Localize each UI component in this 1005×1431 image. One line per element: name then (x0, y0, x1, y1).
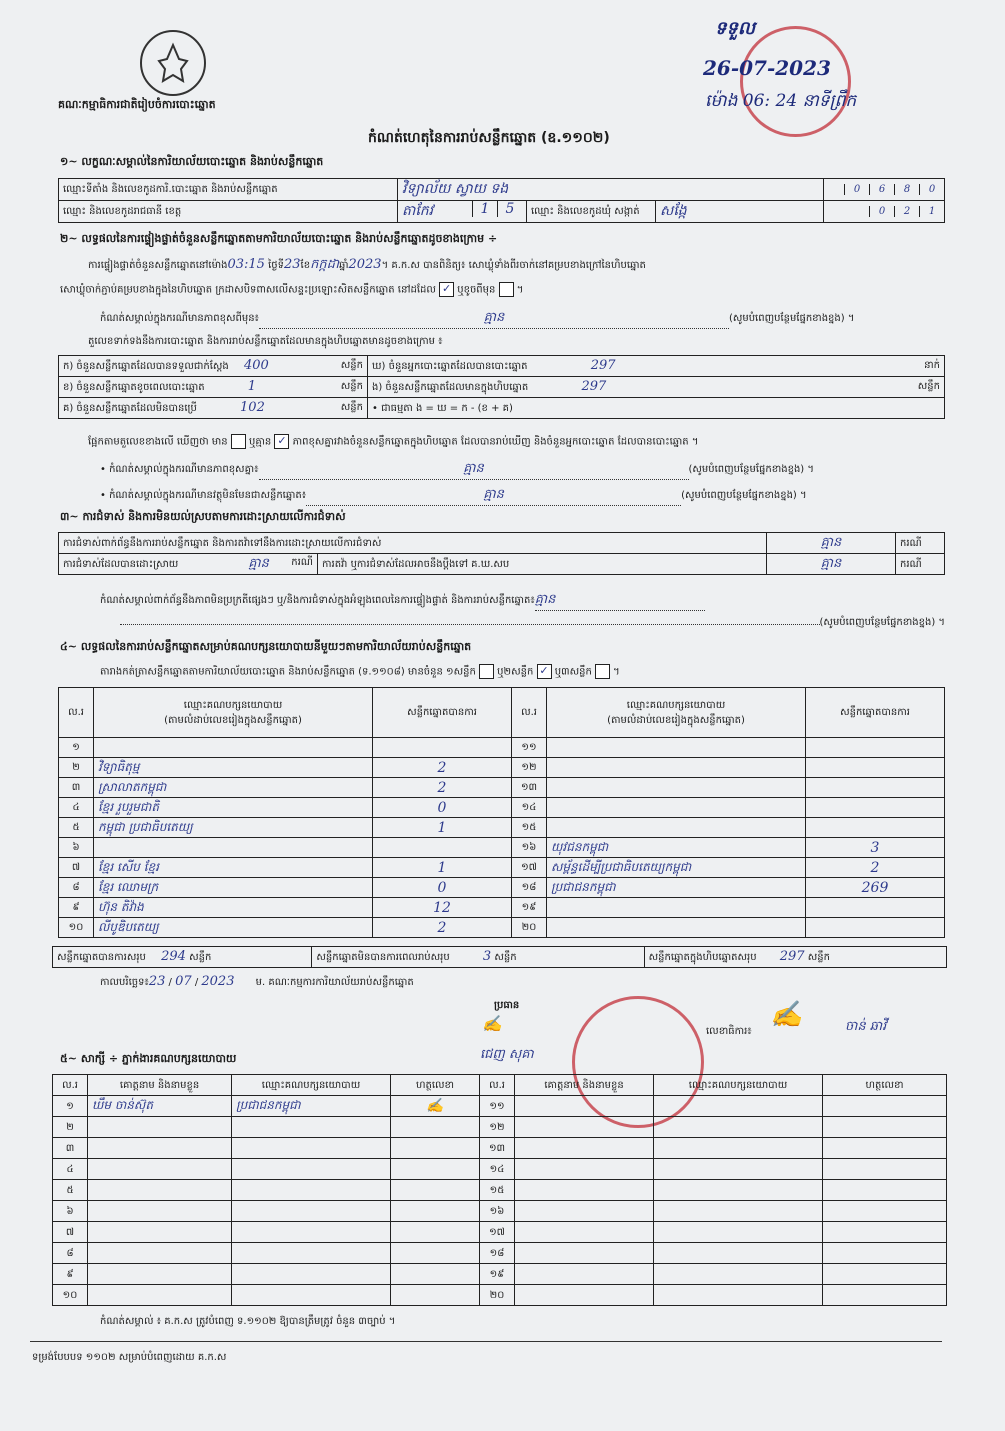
vote-row-votes (806, 898, 945, 918)
witness-signature (823, 1138, 947, 1159)
row2-value: តាកែវ 1 5 (398, 201, 527, 223)
witness-number: ៦ (53, 1201, 88, 1222)
total-valid: សន្លឹកឆ្នោតបានការសរុប 294 សន្លឹក (53, 947, 312, 968)
vote-row-party (547, 738, 806, 758)
vote-row-number: ១៨ (512, 878, 547, 898)
witness-party (232, 1180, 391, 1201)
vote-row (59, 738, 945, 758)
vote-row-votes (806, 818, 945, 838)
witness-name (88, 1117, 232, 1138)
chief-label: ប្រធាន (494, 1000, 520, 1011)
witness-name (88, 1243, 232, 1264)
row1-code: 0 6 8 0 (824, 179, 945, 201)
totals-table (52, 946, 947, 968)
witness-signature (823, 1285, 947, 1306)
no-difference-checkbox[interactable]: ✓ (274, 434, 289, 449)
figure-b: ខ) ចំនួនសន្លឹកឆ្នោតខូចពេលបោះឆ្នោត 1 សន្លឹក (59, 377, 368, 398)
witness-row (53, 1285, 947, 1306)
witness-row (53, 1180, 947, 1201)
witness-party (232, 1117, 391, 1138)
vote-row-votes: 1 (373, 818, 512, 838)
vote-row-party (547, 918, 806, 938)
witness-party (232, 1201, 391, 1222)
witness-row (53, 1264, 947, 1285)
vote-row-votes (806, 738, 945, 758)
row2-value2: សង្កែ (656, 201, 824, 223)
intact-checkbox[interactable]: ✓ (439, 282, 454, 297)
witness-name (515, 1243, 654, 1264)
vote-row-party (547, 758, 806, 778)
nec-logo (140, 30, 206, 96)
witness-number: ១៩ (480, 1264, 515, 1285)
page-title: កំណត់ហេតុនៃការរាប់សន្លឹកឆ្នោត (ឧ.១១០២) (368, 130, 610, 146)
witness-row (53, 1138, 947, 1159)
section3-heading: ៣~ ការជំទាស់ និងការមិនយល់ស្របតាមការដោះស្រាយលើការជំទាស់ (60, 510, 346, 523)
objection-row-1-value: គ្មាន (767, 533, 896, 554)
witness-party (232, 1243, 391, 1264)
vote-row-party: ខ្មែរ សើប ខ្មែរ (94, 858, 373, 878)
witness-number: ១១ (480, 1096, 515, 1117)
vote-row-votes: 1 (373, 858, 512, 878)
witness-party (232, 1159, 391, 1180)
vote-row-party (547, 818, 806, 838)
witness-name (515, 1201, 654, 1222)
witness-number: ១ (53, 1096, 88, 1117)
logo-caption: គណៈកម្មាធិការជាតិរៀបចំការបោះឆ្នោត (58, 98, 216, 111)
vote-row-number: ៥ (59, 818, 94, 838)
section1-heading: ១~ លក្ខណៈសម្គាល់នៃការិយាល័យបោះឆ្នោត និងរាប់សន្លឹកឆ្នោត (60, 155, 324, 168)
witness-number: ១០ (53, 1285, 88, 1306)
vote-row-party: ខ្មែរ ឈោមក្រ (94, 878, 373, 898)
witness-signature (823, 1222, 947, 1243)
section3-note: កំណត់សម្គាល់ពាក់ព័ន្ធនឹងភាពមិនប្រក្រតីផ្សេងៗ ឬ/និងការជំទាស់ក្នុងអំឡុងពេលនៃការផ្ទៀងផ្ទាត់ និងការរាប់សន្លឹកឆ្នោត៖គ្មាន (100, 591, 945, 611)
vote-row (59, 918, 945, 938)
vote-row-votes: 2 (373, 918, 512, 938)
vote-row (59, 798, 945, 818)
vote-row-party (94, 838, 373, 858)
vote-row-votes: 2 (806, 858, 945, 878)
witness-name (88, 1138, 232, 1159)
witness-signature (823, 1180, 947, 1201)
vote-row-party: យុវជនកម្ពុជា (547, 838, 806, 858)
row2-label: ឈ្មោះ និងលេខកូដរាជធានី ខេត្ត (59, 201, 398, 223)
section5-note: កំណត់សម្គាល់ ៖ គ.ក.ស ត្រូវបំពេញ ទ.១១០២ ឱ្យបានត្រឹមត្រូវ ចំនួន ៣ច្បាប់ ។ (100, 1316, 396, 1327)
witness-name (88, 1285, 232, 1306)
section2-note: កំណត់សម្គាល់ក្នុងករណីមានភាពខុសពីមុន៖ គ្មាន (សូមបំពេញបន្ថែមផ្នែកខាងខ្នង) ។ (100, 309, 945, 329)
witness-signature (823, 1117, 947, 1138)
vote-row-party (94, 738, 373, 758)
vote-row-votes: 2 (373, 778, 512, 798)
secretary-signature: ✍ (770, 1000, 803, 1030)
objection-row-1: ការជំទាស់ពាក់ព័ន្ធនឹងការរាប់សន្លឹកឆ្នោត និងការតវ៉ាទៅនឹងការដោះស្រាយលើការជំទាស់ (59, 533, 767, 554)
witness-name (88, 1222, 232, 1243)
witness-row (53, 1117, 947, 1138)
vote-row-votes (373, 738, 512, 758)
witness-number: ១៦ (480, 1201, 515, 1222)
vote-row (59, 858, 945, 878)
has-difference-checkbox[interactable] (231, 434, 246, 449)
vote-row-party: ស្រាលាតកម្ពុជា (94, 778, 373, 798)
temple-icon (151, 41, 195, 85)
witness-party (654, 1159, 823, 1180)
witness-name: ឃឹម ចាន់ស៊ុត (88, 1096, 232, 1117)
witness-signature (391, 1117, 480, 1138)
witness-signature (391, 1243, 480, 1264)
vote-row-party (547, 798, 806, 818)
vote-row-party: ហ៊ុន តិវ៉ាង (94, 898, 373, 918)
witness-table: ល.រ គោត្តនាម និងនាមខ្លួន ឈ្មោះគណបក្សនយោបាយ ហត្ថលេខា ល.រ គោត្តនាម និងនាមខ្លួន ឈ្មោះគណបក្សនយោបាយ ហត្ថលេខា ១ ឃឹម ចាន់ស៊ុត ប្រជាជនកម្ពុជា ✍ ១១ ២ ១២ ៣ ១៣ ៤ ១៤ ៥ ១៥ ៦ ១៦ ៧ ១៧ ៨ ១៨ ៩ ១៩ ១០ ២០ (52, 1074, 947, 1306)
witness-name (515, 1222, 654, 1243)
vote-row (59, 778, 945, 798)
vote-row-number: ១៤ (512, 798, 547, 818)
witness-number: ១៤ (480, 1159, 515, 1180)
section4-sub: តារាងកត់ត្រាសន្លឹកឆ្នោតតាមការិយាល័យបោះឆ្នោត និងរាប់សន្លឹកឆ្នោត (ទ.១១០៨) មានចំនួន ១សន្លឹក ឬ២សន្លឹក ✓ ឬ៣សន្លឹក ។ (100, 664, 620, 678)
witness-signature (823, 1159, 947, 1180)
witness-name (88, 1264, 232, 1285)
row1-label: ឈ្មោះទីតាំង និងលេខកូដការិ.បោះឆ្នោត និងរាប់សន្លឹកឆ្នោត (59, 179, 398, 201)
vote-row-votes: 3 (806, 838, 945, 858)
witness-number: ៨ (53, 1243, 88, 1264)
vote-row-votes: 269 (806, 878, 945, 898)
vote-row-votes (806, 778, 945, 798)
witness-party (654, 1180, 823, 1201)
secretary-name: ចាន់ ឆាវី (845, 1019, 887, 1034)
vote-row-votes: 12 (373, 898, 512, 918)
formula: • ជាធម្មតា ង = ឃ = ក - (ខ + គ) (368, 398, 945, 419)
witness-name (515, 1159, 654, 1180)
vote-row-number: ៨ (59, 878, 94, 898)
vote-row-number: ១១ (512, 738, 547, 758)
vote-row-number: ១ (59, 738, 94, 758)
witness-party (232, 1138, 391, 1159)
section2-sub: តួលេខទាក់ទងនឹងការបោះឆ្នោត និងការរាប់សន្លឹកឆ្នោតដែលមានក្នុងហិបឆ្នោតមានដូចខាងក្រោម ៖ (88, 336, 443, 347)
vote-row (59, 878, 945, 898)
witness-signature (391, 1138, 480, 1159)
vote-row-party (547, 778, 806, 798)
vote-row-party: សម្ព័ន្ធដើម្បីប្រជាធិបតេយ្យកម្ពុជា (547, 858, 806, 878)
vote-row-party (547, 898, 806, 918)
witness-signature (823, 1243, 947, 1264)
witness-number: ១៣ (480, 1138, 515, 1159)
bullet-note-2: • កំណត់សម្គាល់ក្នុងករណីមានវត្ថុមិនមែនជាសន្លឹកឆ្នោត៖ គ្មាន (សូមបំពេញបន្ថែមផ្នែកខាងខ្នង) ។ (100, 486, 945, 506)
witness-number: ២ (53, 1117, 88, 1138)
witness-party (654, 1285, 823, 1306)
vote-row-votes (806, 918, 945, 938)
witness-name (515, 1096, 654, 1117)
difference-check: ផ្អែកតាមតួលេខខាងលើ ឃើញថា មាន ឬគ្មាន ✓ ភាពខុសគ្នារវាងចំនួនសន្លឹកឆ្នោតក្នុងហិបឆ្នោត ដែលបានរាប់ឃើញ និងចំនួនអ្នកបោះឆ្នោត ដែលបានបោះឆ្នោត ។ (88, 434, 699, 448)
witness-signature: ✍ (391, 1096, 480, 1117)
section3-hint: (សូមបំពេញបន្ថែមផ្នែកខាងខ្នង) ។ (60, 615, 945, 630)
witness-name (88, 1159, 232, 1180)
witness-party (232, 1264, 391, 1285)
witness-signature (391, 1264, 480, 1285)
vote-row-number: ១៩ (512, 898, 547, 918)
vote-row (59, 818, 945, 838)
witness-name (515, 1138, 654, 1159)
vote-row (59, 838, 945, 858)
vote-row-votes: 0 (373, 798, 512, 818)
figure-a: ក) ចំនួនសន្លឹកឆ្នោតដែលបានទទួលជាក់ស្តែង 400 សន្លឹក (59, 356, 368, 377)
section1-table (58, 178, 945, 223)
witness-row (53, 1222, 947, 1243)
section2-heading: ២~ លទ្ធផលនៃការផ្ទៀងផ្ទាត់ចំនួនសន្លឹកឆ្នោតតាមការិយាល័យបោះឆ្នោត និងរាប់សន្លឹកឆ្នោតដូចខាងក្រោម ÷ (60, 232, 498, 245)
witness-number: ១៧ (480, 1222, 515, 1243)
vote-row-party: ប្រជាជនកម្ពុជា (547, 878, 806, 898)
stamp-seal (740, 26, 851, 137)
section2-line2: សោឃ្លុំចាក់ភ្ជាប់គម្របខាងក្នុងនៃហិបឆ្នោត ក្រដាសបិទពាសលើសន្ទះប្រឡោះសិតសន្លឹកឆ្នោត នៅដដែល ✓ ឬខូចពីមុន ។ (60, 282, 524, 296)
witness-party: ប្រជាជនកម្ពុជា (232, 1096, 391, 1117)
figure-e: ង) ចំនួនសន្លឹកឆ្នោតដែលមានក្នុងហិបឆ្នោត 297 សន្លឹក (368, 377, 945, 398)
row1-value: វិទ្យាល័យ ស្វាយ ទង (398, 179, 824, 201)
witness-signature (823, 1096, 947, 1117)
section4-heading: ៤~ លទ្ធផលនៃការរាប់សន្លឹកឆ្នោតសម្រាប់គណបក្សនយោបាយនីមួយៗតាមការិយាល័យរាប់សន្លឹកឆ្នោត (60, 640, 472, 653)
total-in-box: សន្លឹកឆ្នោតក្នុងហិបឆ្នោតសរុប 297 សន្លឹក (644, 947, 946, 968)
vote-row-party: ខ្មែរ រួបរួមជាតិ (94, 798, 373, 818)
figure-c: គ) ចំនួនសន្លឹកឆ្នោតដែលមិនបានប្រើ 102 សន្លឹក (59, 398, 368, 419)
figure-d: ឃ) ចំនួនអ្នកបោះឆ្នោតដែលបានបោះឆ្នោត 297 នាក់ (368, 356, 945, 377)
witness-party (232, 1285, 391, 1306)
witness-name (515, 1180, 654, 1201)
witness-signature (823, 1264, 947, 1285)
footer-text: ទម្រង់បែបបទ ១១០២ សម្រាប់បំពេញដោយ គ.ក.ស (32, 1352, 227, 1363)
witness-number: ៥ (53, 1180, 88, 1201)
vote-row-votes: 0 (373, 878, 512, 898)
witness-name (88, 1180, 232, 1201)
witness-row (53, 1096, 947, 1117)
witness-party (232, 1222, 391, 1243)
witness-party (654, 1201, 823, 1222)
witness-name (515, 1117, 654, 1138)
vote-row-number: ៧ (59, 858, 94, 878)
objections-table: ការជំទាស់ពាក់ព័ន្ធនឹងការរាប់សន្លឹកឆ្នោត និងការតវ៉ាទៅនឹងការដោះស្រាយលើការជំទាស់ គ្មាន ករណី ការជំទាស់ដែលបានដោះស្រាយ គ្មាន ករណី ការតវ៉ា ឬការជំទាស់ដែលអាចនឹងប្តឹងទៅ គ.ឃ.សប គ្មាន ករណី (58, 532, 945, 575)
witness-number: ៧ (53, 1222, 88, 1243)
vote-row-number: ១២ (512, 758, 547, 778)
vote-row-number: ១០ (59, 918, 94, 938)
witness-party (654, 1264, 823, 1285)
witness-name (515, 1285, 654, 1306)
witness-party (654, 1222, 823, 1243)
witness-party (654, 1243, 823, 1264)
witness-signature (823, 1201, 947, 1222)
witness-number: ១៨ (480, 1243, 515, 1264)
witness-signature (391, 1180, 480, 1201)
objection-row-3: ការតវ៉ា ឬការជំទាស់ដែលអាចនឹងប្តឹងទៅ គ.ឃ.សប (318, 554, 767, 575)
witness-signature (391, 1201, 480, 1222)
objection-row-3-value: គ្មាន (767, 554, 896, 575)
vote-row (59, 758, 945, 778)
secretary-label: លេខាធិការ៖ (706, 1026, 752, 1037)
vote-row-party: លីបូឌិបតេយ្យ (94, 918, 373, 938)
stamp-date: 26-07-2023 (703, 56, 831, 80)
vote-row-number: ៦ (59, 838, 94, 858)
vote-row-votes: 2 (373, 758, 512, 778)
chief-signature: ✍ (482, 1014, 502, 1033)
objection-row-2: ការជំទាស់ដែលបានដោះស្រាយ គ្មាន ករណី (59, 554, 318, 575)
vote-row-number: ៣ (59, 778, 94, 798)
section2-line1: ការផ្ទៀងផ្ទាត់ចំនួនសន្លឹកឆ្នោតនៅម៉ោង03:15 ថ្ងៃទី23ខែកក្កដាឆ្នាំ2023។ គ.ក.ស បានពិនិត្យ៖ សោឃ្លុំទាំងពីរចាក់នៅគម្របខាងក្រៅនៃហិបឆ្នោត (88, 257, 646, 272)
witness-row (53, 1201, 947, 1222)
three-sheet-checkbox[interactable] (595, 664, 610, 679)
total-invalid: សន្លឹកឆ្នោតមិនបានការពេលរាប់សរុប 3 សន្លឹក (312, 947, 644, 968)
vote-row-votes (806, 798, 945, 818)
witness-name (88, 1201, 232, 1222)
section5-heading: ៥~ សាក្សី ÷ ភ្នាក់ងារគណបក្សនយោបាយ (60, 1052, 237, 1065)
witness-number: ២០ (480, 1285, 515, 1306)
witness-number: ១៥ (480, 1180, 515, 1201)
vote-row-party: វិទ្យាធិតុម្ម (94, 758, 373, 778)
vote-row-number: ២០ (512, 918, 547, 938)
one-sheet-checkbox[interactable] (479, 664, 494, 679)
row2-label2: ឈ្មោះ និងលេខកូដឃុំ សង្កាត់ (527, 201, 656, 223)
vote-row-number: ២ (59, 758, 94, 778)
witness-party (654, 1117, 823, 1138)
date-line: កាលបរិច្ឆេទ៖23 / 07 / 2023 ម. គណៈកម្មការការិយាល័យរាប់សន្លឹកឆ្នោត (100, 974, 414, 989)
vote-row-party: កម្ពុជា ប្រជាធិបតេយ្យ (94, 818, 373, 838)
witness-number: ៩ (53, 1264, 88, 1285)
witness-number: ៣ (53, 1138, 88, 1159)
votes-table: ល.រ ឈ្មោះគណបក្សនយោបាយ (តាមលំដាប់លេខរៀងក្នុងសន្លឹកឆ្នោត) សន្លឹកឆ្នោតបានការ ល.រ ឈ្មោះគណបក្សនយោបាយ (តាមលំដាប់លេខរៀងក្នុងសន្លឹកឆ្នោត) សន្លឹកឆ្នោតបានការ ១ ១១ ២ វិទ្យាធិតុម្ម 2 ១២ ៣ ស្រាលាតកម្ពុជា 2 ១៣ ៤ ខ្មែរ រួបរួមជាតិ 0 ១៤ ៥ កម្ពុជា ប្រជាធិបតេយ្យ 1 ១៥ ៦ ១៦ យុវជនកម្ពុជា 3 ៧ ខ្មែរ សើប ខ្មែរ 1 ១៧ សម្ព័ន្ធដើម្បីប្រជាធិបតេយ្យកម្ពុជា 2 ៨ ខ្មែរ ឈោមក្រ 0 ១៨ ប្រជាជនកម្ពុជា 269 ៩ ហ៊ុន តិវ៉ាង 12 ១៩ ១០ លីបូឌិបតេយ្យ 2 ២០ (58, 687, 945, 938)
two-sheet-checkbox[interactable]: ✓ (537, 664, 552, 679)
witness-party (654, 1096, 823, 1117)
footer-rule (30, 1341, 942, 1342)
witness-signature (391, 1222, 480, 1243)
stamp-time: ម៉ោង 06: 24 នាទីព្រឹក (705, 91, 857, 111)
vote-row-number: ៩ (59, 898, 94, 918)
row2-code2: 0 2 1 (824, 201, 945, 223)
stamp-received: ទទួល (715, 18, 755, 39)
damaged-checkbox[interactable] (499, 282, 514, 297)
witness-row (53, 1159, 947, 1180)
vote-row-number: ១៥ (512, 818, 547, 838)
bullet-note-1: • កំណត់សម្គាល់ក្នុងករណីមានភាពខុសគ្នា៖ គ្មាន (សូមបំពេញបន្ថែមផ្នែកខាងខ្នង) ។ (100, 460, 945, 480)
vote-row-votes (806, 758, 945, 778)
vote-row-number: ១៣ (512, 778, 547, 798)
witness-row (53, 1243, 947, 1264)
witness-number: ៤ (53, 1159, 88, 1180)
witness-name (515, 1264, 654, 1285)
vote-row (59, 898, 945, 918)
witness-signature (391, 1285, 480, 1306)
chief-name: ជេញ សុគា (480, 1047, 534, 1062)
vote-row-votes (373, 838, 512, 858)
figures-table (58, 355, 945, 419)
witness-number: ១២ (480, 1117, 515, 1138)
witness-party (654, 1138, 823, 1159)
vote-row-number: ៤ (59, 798, 94, 818)
received-stamp (695, 8, 955, 138)
vote-row-number: ១៧ (512, 858, 547, 878)
vote-row-number: ១៦ (512, 838, 547, 858)
witness-signature (391, 1159, 480, 1180)
